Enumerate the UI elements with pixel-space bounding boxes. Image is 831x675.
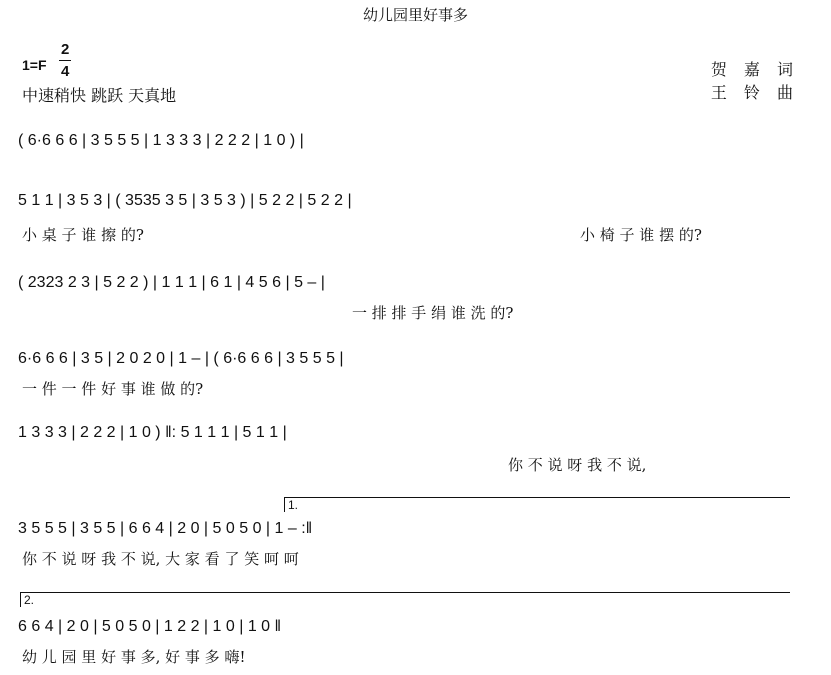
- score-row-3-lyrics: 一 排 排 手 绢 谁 洗 的?: [352, 304, 514, 322]
- score-row-4: [18, 348, 798, 380]
- score-row-4-lyrics: 一 件 一 件 好 事 谁 做 的?: [22, 380, 204, 398]
- volta-2-label: 2.: [24, 593, 35, 607]
- volta-bracket-2: [20, 592, 790, 607]
- score-row-7-music: 6 6 4 | 2 0 | 5 0 5 0 | 1 2 2 | 1 0 | 1 0 ‖: [18, 618, 282, 635]
- score-row-5: [18, 422, 798, 454]
- time-signature-denominator: 4: [61, 63, 70, 80]
- score-row-2: [18, 190, 798, 222]
- score-row-1: [18, 130, 798, 162]
- volta-bracket-1: [284, 497, 790, 512]
- score-row-3-music: ( 2323 2 3 | 5 2 2 ) | 1 1 1 | 6 1 | 4 5 6 | 5 – |: [18, 274, 325, 291]
- score-row-6: [18, 518, 798, 550]
- score-row-2-music: 5 1 1 | 3 5 3 | ( 3535 3 5 | 3 5 3 ) | 5 2 2 | 5 2 2 |: [18, 192, 352, 209]
- score-row-5-lyrics: 你 不 说 呀 我 不 说,: [508, 456, 647, 474]
- key-signature: 1=F: [22, 57, 47, 73]
- time-signature-bar: [59, 60, 71, 61]
- score-row-3: [18, 272, 798, 304]
- composer-credit: 王 铃 曲: [710, 83, 799, 102]
- tempo-marking: 中速稍快 跳跃 天真地: [22, 86, 177, 105]
- score-row-4-music: 6·6 6 6 | 3 5 | 2 0 2 0 | 1 – | ( 6·6 6 6 | 3 5 5 5 |: [18, 350, 344, 367]
- song-title: 幼儿园里好事多: [362, 6, 468, 24]
- volta-1-label: 1.: [288, 498, 299, 512]
- score-row-5-music: 1 3 3 3 | 2 2 2 | 1 0 ) ‖: 5 1 1 1 | 5 1 1 |: [18, 424, 287, 441]
- score-row-6-lyrics: 你 不 说 呀 我 不 说, 大 家 看 了 笑 呵 呵: [22, 550, 299, 568]
- score-row-2-lyrics-left: 小 桌 子 谁 擦 的?: [22, 226, 144, 244]
- score-row-6-music: 3 5 5 5 | 3 5 5 | 6 6 4 | 2 0 | 5 0 5 0 | 1 – :‖: [18, 520, 313, 537]
- score-row-7: [18, 616, 798, 648]
- lyricist-credit: 贺 嘉 词: [710, 60, 799, 79]
- score-row-7-lyrics: 幼 儿 园 里 好 事 多, 好 事 多 嗨!: [22, 648, 246, 666]
- score-row-1-music: ( 6·6 6 6 | 3 5 5 5 | 1 3 3 3 | 2 2 2 | 1 0 ) |: [18, 132, 304, 149]
- time-signature-numerator: 2: [61, 41, 70, 58]
- score-row-2-lyrics-right: 小 椅 子 谁 摆 的?: [580, 226, 702, 244]
